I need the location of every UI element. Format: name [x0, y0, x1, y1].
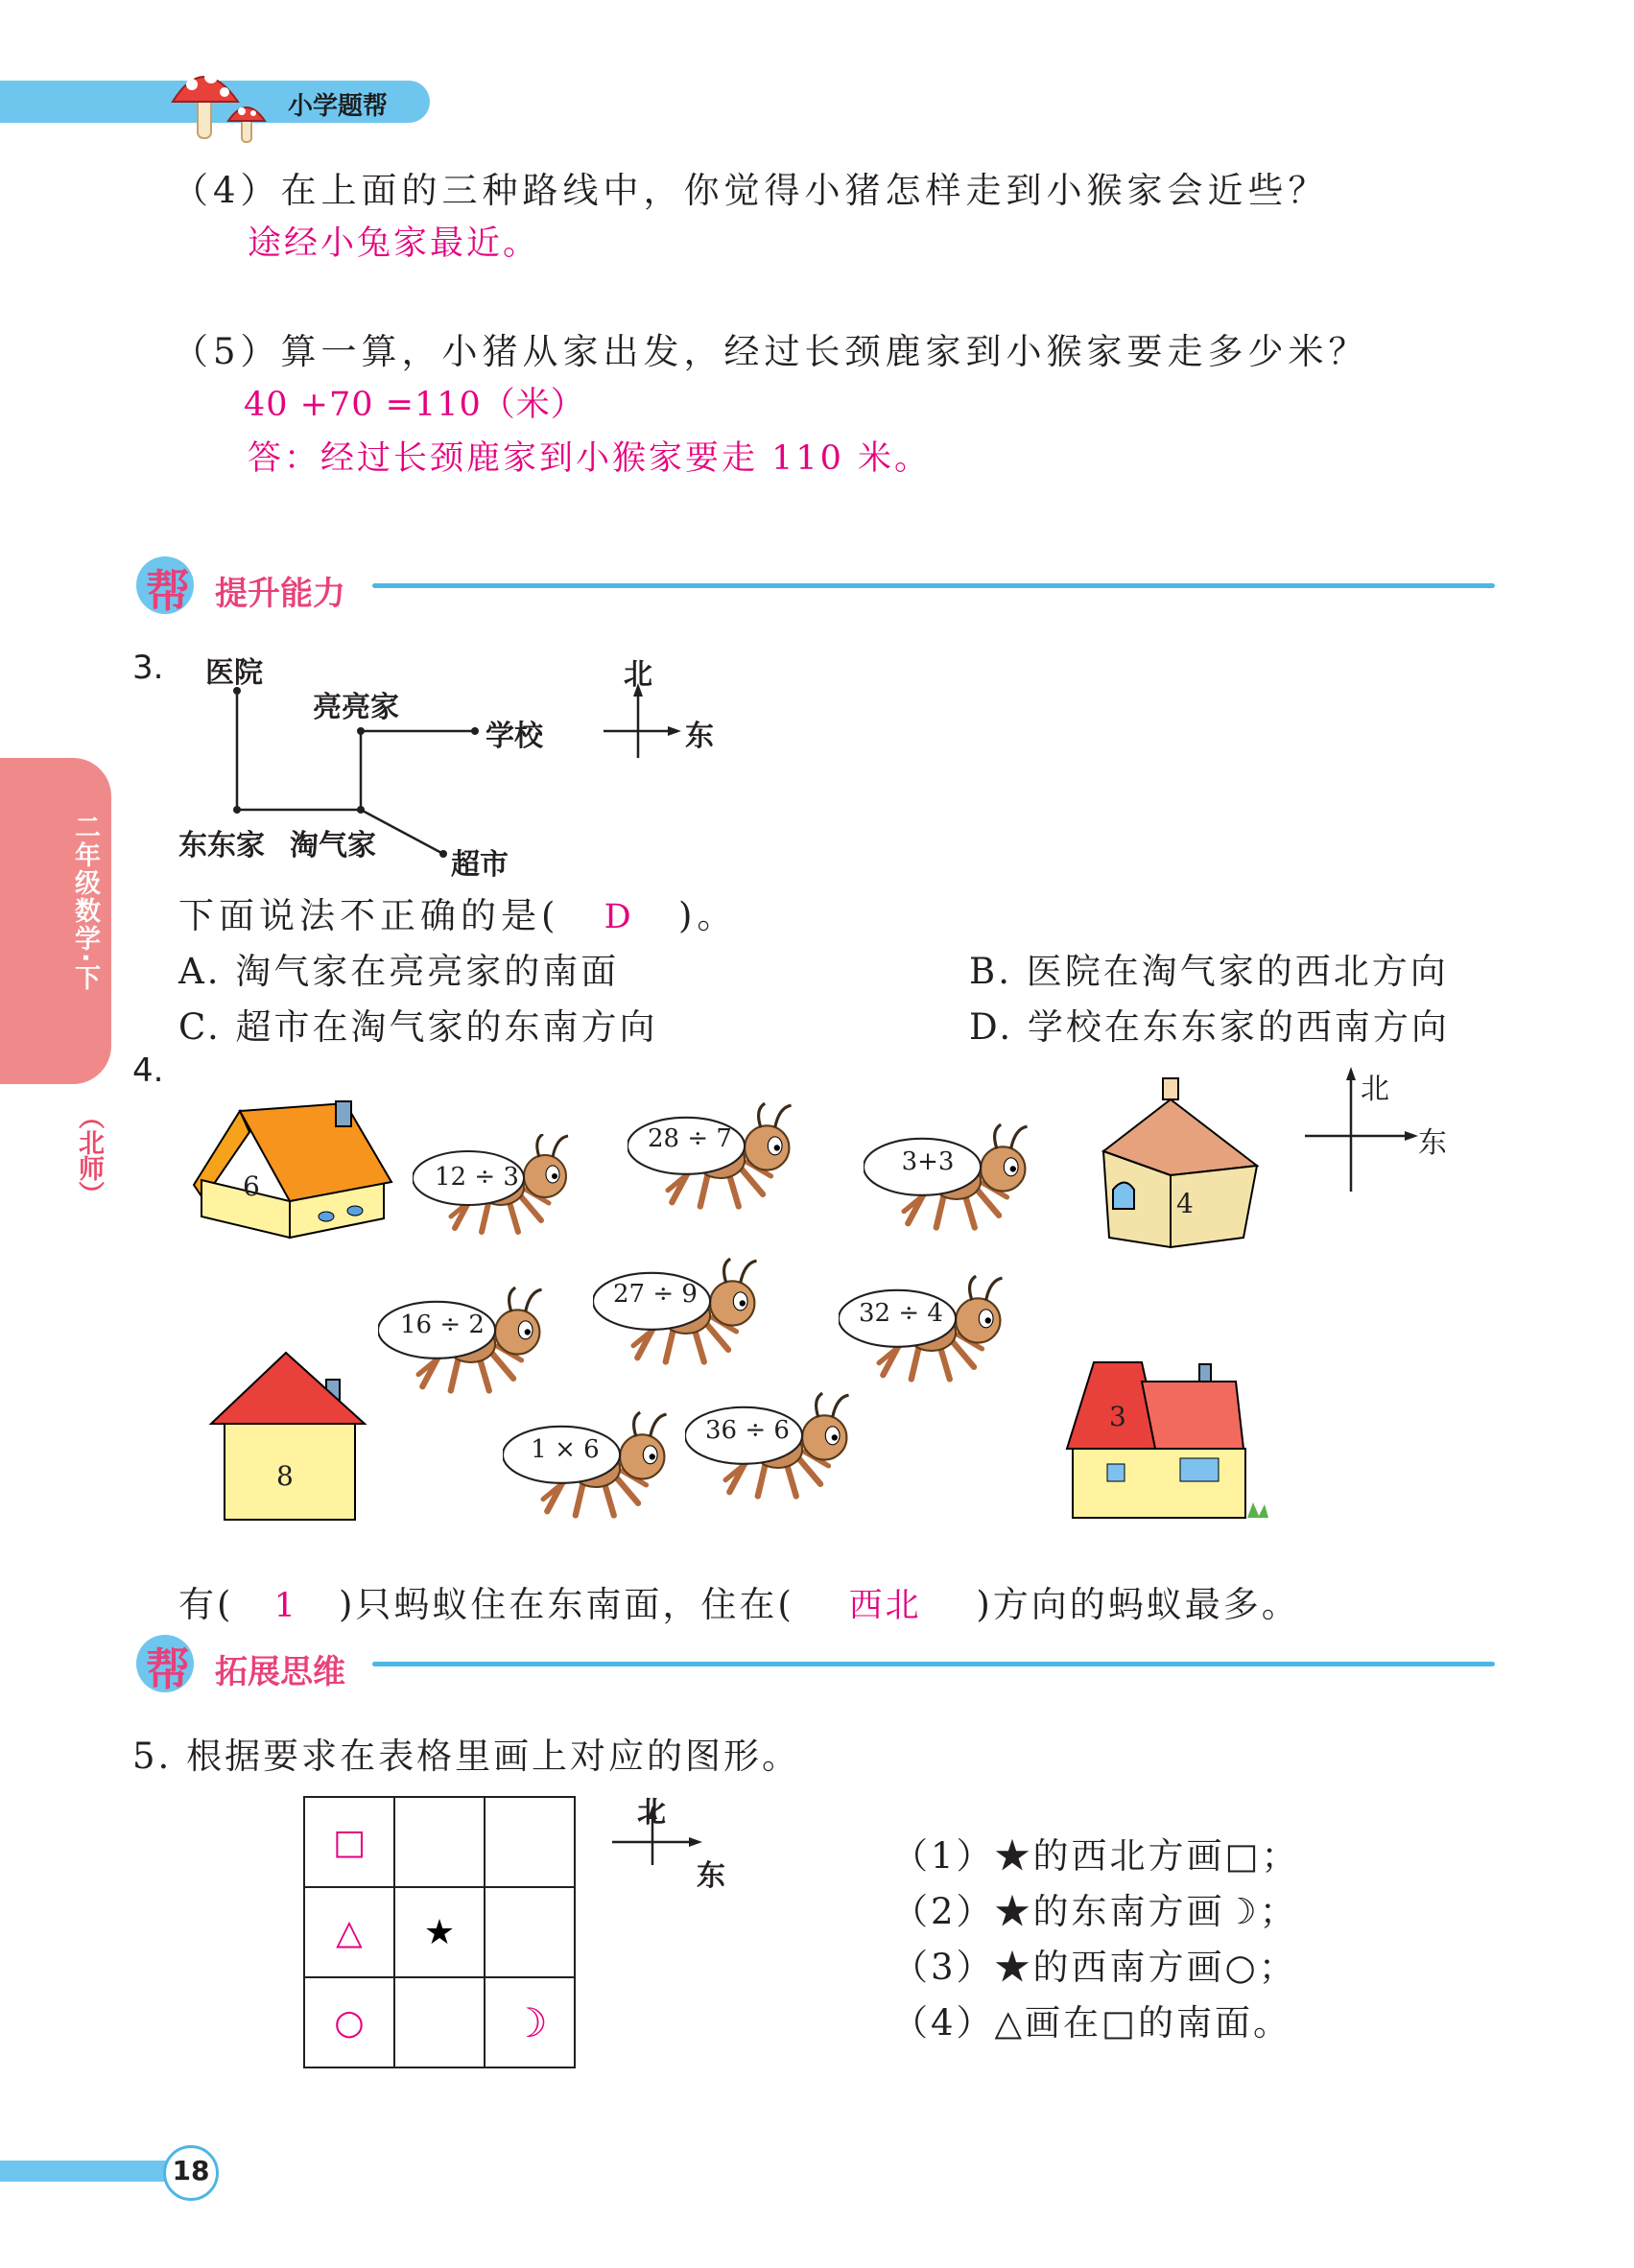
problem-3-map-lines: [0, 0, 768, 883]
grid-cell: [485, 1887, 575, 1977]
grid-cell: [304, 1887, 394, 1977]
section-title-expand: 拓展思维: [215, 1653, 345, 1691]
ant-5: [593, 1247, 785, 1382]
ant-8-label: 36 ÷ 6: [705, 1416, 790, 1445]
header-brand: 小学题帮: [288, 92, 389, 121]
problem-3-question-end: )。: [677, 895, 738, 936]
instruction-4: （4）△画在□的南面。: [892, 2002, 1291, 2044]
moon-symbol: ☽: [511, 1998, 548, 2046]
problem-4-answer-2: 西北: [848, 1587, 922, 1625]
side-tab-edition: （北师）: [74, 1103, 104, 1207]
house-4-number: 4: [1176, 1188, 1194, 1219]
problem-4-sentence-c: )方向的蚂蚁最多。: [976, 1584, 1300, 1625]
problem-4-north-label: 北: [1361, 1073, 1389, 1106]
house-8-number: 8: [276, 1460, 294, 1492]
page-number: 18: [172, 2155, 210, 2186]
problem-4-sentence-b: )只蚂蚁住在东南面，住在(: [338, 1584, 794, 1625]
map-label-school: 学校: [485, 720, 543, 753]
problem-5-north-label: 北: [637, 1796, 666, 1830]
option-c: C. 超市在淘气家的东南方向: [178, 1006, 658, 1048]
problem-4-sentence-a: 有(: [178, 1584, 234, 1625]
triangle-symbol: △: [336, 1912, 363, 1952]
side-tab-grade: 二年级数学·下: [70, 814, 100, 993]
problem-3-number: 3.: [132, 649, 164, 687]
ant-1-label: 12 ÷ 3: [435, 1163, 519, 1192]
question-4: （4）在上面的三种路线中，你觉得小猪怎样走到小猴家会近些？: [173, 170, 1329, 211]
house-4-image: [1075, 1075, 1267, 1257]
instruction-3: （3）★的西南方画○；: [892, 1947, 1297, 1988]
problem-4-east-label: 东: [1418, 1126, 1447, 1160]
ant-6: [839, 1264, 1030, 1399]
compass-north-label: 北: [624, 658, 652, 692]
problem-3-answer: D: [604, 898, 634, 936]
grid-cell: [485, 1977, 575, 2067]
instruction-1: （1）★的西北方画□；: [892, 1835, 1300, 1877]
section-divider-2: [372, 1662, 1495, 1666]
circle-symbol: ○: [334, 2002, 365, 2043]
option-d: D. 学校在东东家的西南方向: [969, 1006, 1450, 1048]
ant-7-label: 1 × 6: [531, 1435, 600, 1464]
square-symbol: □: [332, 1822, 366, 1862]
ant-2-label: 28 ÷ 7: [648, 1124, 732, 1153]
house-8-image: [207, 1343, 380, 1525]
problem-3-question-text: 下面说法不正确的是(: [178, 895, 560, 936]
ant-2: [628, 1092, 819, 1226]
ant-4-label: 16 ÷ 2: [400, 1311, 485, 1339]
problem-4-answer-1: 1: [273, 1587, 298, 1625]
star-symbol: ★: [423, 1912, 456, 1952]
section-bang-icon: 帮: [146, 565, 190, 617]
grid-cell: [304, 1797, 394, 1887]
ant-3-label: 3+3: [901, 1147, 955, 1176]
ant-1: [413, 1134, 595, 1249]
map-label-liangliang-home: 亮亮家: [313, 691, 399, 724]
question-5: （5）算一算，小猪从家出发，经过长颈鹿家到小猴家要走多少米？: [173, 331, 1369, 372]
ant-6-label: 32 ÷ 4: [859, 1299, 943, 1328]
problem-5-grid: [303, 1796, 576, 2068]
instruction-2: （2）★的东南方画☽；: [892, 1891, 1298, 1932]
house-3-image: [1065, 1353, 1286, 1525]
grid-cell: [394, 1977, 485, 2067]
house-6-image: [182, 1094, 403, 1247]
ant-7: [503, 1401, 695, 1535]
map-label-dongdong-home: 东东家: [178, 829, 265, 862]
compass-east-label: 东: [685, 720, 714, 753]
problem-4-number: 4.: [132, 1051, 164, 1090]
map-label-hospital: 医院: [205, 656, 263, 690]
grid-cell: [485, 1797, 575, 1887]
section-title-improve: 提升能力: [215, 575, 345, 613]
question-5-calculation: 40 +70 =110（米）: [244, 386, 585, 424]
question-5-answer: 答：经过长颈鹿家到小猴家要走 110 米。: [248, 439, 932, 478]
house-6-number: 6: [243, 1170, 260, 1202]
map-label-supermarket: 超市: [451, 848, 509, 882]
problem-3-question: [178, 886, 737, 938]
ant-5-label: 27 ÷ 9: [613, 1280, 698, 1309]
problem-5-east-label: 东: [697, 1859, 725, 1893]
ant-8: [685, 1382, 877, 1516]
problem-5-title: 5. 根据要求在表格里画上对应的图形。: [132, 1736, 801, 1777]
grid-cell: [394, 1887, 485, 1977]
grid-cell: [304, 1977, 394, 2067]
grid-cell: [394, 1797, 485, 1887]
ant-4: [378, 1276, 570, 1410]
section-bang-icon-2: 帮: [146, 1643, 190, 1695]
option-a: A. 淘气家在亮亮家的南面: [178, 951, 620, 992]
question-4-answer: 途经小兔家最近。: [248, 224, 540, 263]
option-b: B. 医院在淘气家的西北方向: [969, 951, 1449, 992]
map-label-taoqi-home: 淘气家: [290, 829, 376, 862]
house-3-number: 3: [1109, 1401, 1126, 1432]
ant-3: [864, 1113, 1055, 1247]
problem-4-sentence: [178, 1575, 1300, 1627]
